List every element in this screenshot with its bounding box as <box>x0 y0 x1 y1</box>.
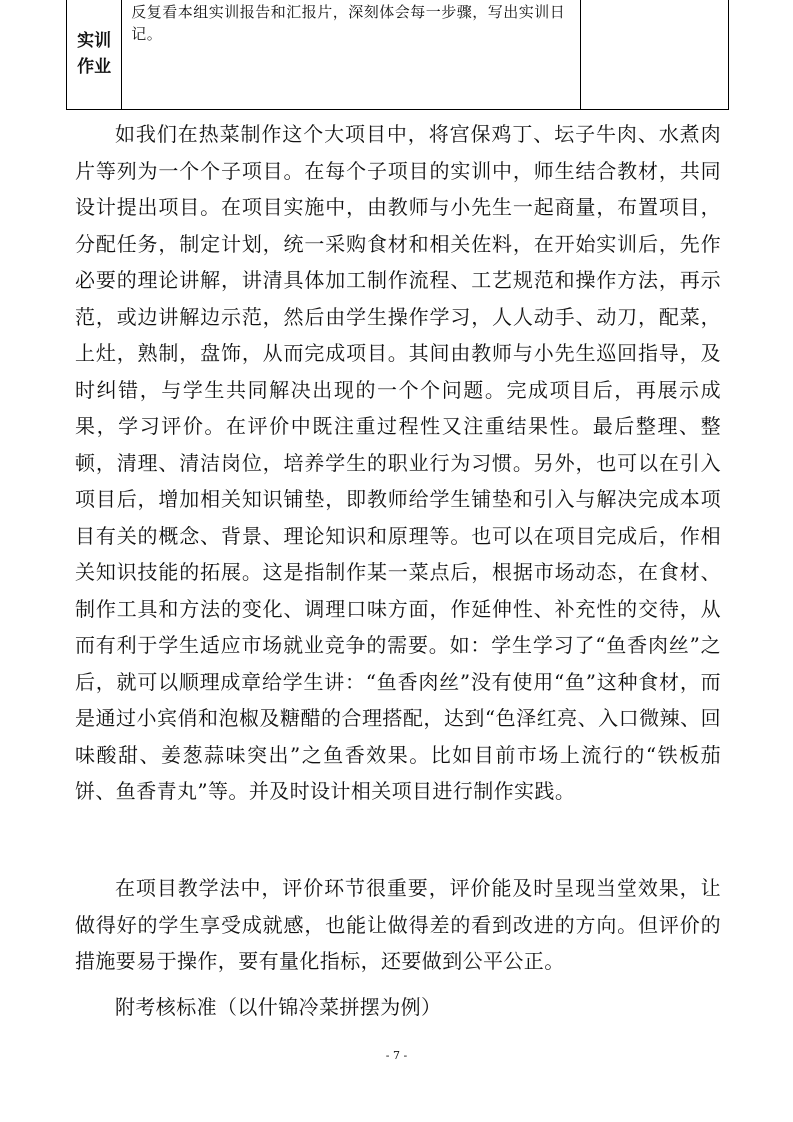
body-paragraph-project-example: 如我们在热菜制作这个大项目中，将宫保鸡丁、坛子牛肉、水煮肉片等列为一个个子项目。在每个子项目的实训中，师生结合教材，共同设计提出项目。在项目实施中，由教师与小先生一起商量，布置项目，分配任务，制定计划，统一采购食材和相关佐料，在开始实训后，先作必要的理论讲解，讲清具体加工制作流程、工艺规范和操作方法，再示范，或边讲解边示范，然后由学生操作学习，人人动手、动刀，配菜，上灶，熟制，盘饰，从而完成项目。其间由教师与小先生巡回指导，及时纠错，与学生共同解决出现的一个个问题。完成项目后，再展示成果，学习评价。在评价中既注重过程性又注重结果性。最后整理、整顿，清理、清洁岗位，培养学生的职业行为习惯。另外，也可以在引入项目后，增加相关知识铺垫，即教师给学生铺垫和引入与解决完成本项目有关的概念、背景、理论知识和原理等。也可以在项目完成后，作相关知识技能的拓展。这是指制作某一菜点后，根据市场动态，在食材、制作工具和方法的变化、调理口味方面，作延伸性、补充性的交待，从而有利于学生适应市场就业竞争的需要。如：学生学习了“鱼香肉丝”之后，就可以顺理成章给学生讲：“鱼香肉丝”没有使用“鱼”这种食材，而是通过小宾俏和泡椒及糖醋的合理搭配，达到“色泽红亮、入口微辣、回味酸甜、姜葱蒜味突出”之鱼香效果。比如目前市场上流行的“铁板茄饼、鱼香青丸”等。并及时设计相关项目进行制作实践。 <box>75 122 721 803</box>
table-content-cell: 反复看本组实训报告和汇报片，深刻体会每一步骤，写出实训日记。 <box>122 0 581 110</box>
page-number: - 7 - <box>385 1049 408 1062</box>
training-table <box>66 0 729 110</box>
table-empty-cell <box>580 0 728 110</box>
table-header-cell <box>67 0 122 110</box>
body-paragraph-evaluation: 在项目教学法中，评价环节很重要，评价能及时呈现当堂效果，让做得好的学生享受成就感，也能让做得差的看到改进的方向。但评价的措施要易于操作，要有量化指标，还要做到公平公正。 <box>75 876 721 973</box>
table-header-line2: 作业 <box>77 57 112 77</box>
appendix-heading: 附考核标准（以什锦冷菜拼摆为例） <box>115 995 442 1019</box>
table-header-line1: 实训 <box>77 31 112 51</box>
table-row <box>67 0 729 110</box>
